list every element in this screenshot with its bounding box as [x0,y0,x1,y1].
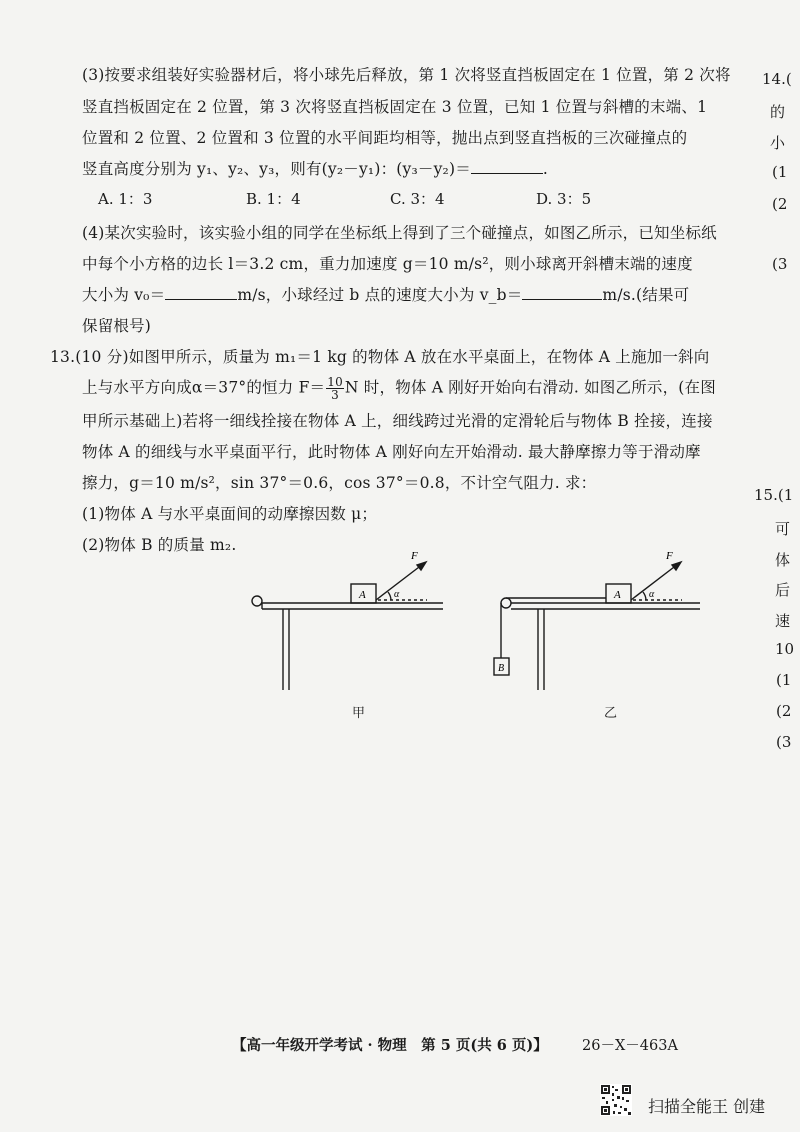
q12-p3-line2: 竖直挡板固定在 2 位置，第 3 次将竖直挡板固定在 3 位置，已知 1 位置与斜槽的末端、1 [82,98,708,116]
q13-sub1: (1)物体 A 与水平桌面间的动摩擦因数 μ； [82,505,378,523]
force-arrow [376,564,423,600]
option-d: D. 3：5 [536,190,592,208]
edge-text: 后 [775,581,791,599]
q13-line2-text-a: 上与水平方向成α＝37°的恒力 F＝ [82,378,326,397]
option-b: B. 1：4 [246,190,301,208]
vb-label: m/s，小球经过 b 点的速度大小为 v_b＝ [237,286,523,304]
edge-text: (2 [772,195,788,213]
block-a-label: A [359,589,366,601]
edge-text: 小 [770,134,786,152]
q12-p3-line1: (3)按要求组装好实验器材后，将小球先后释放，第 1 次将竖直挡板固定在 1 位置，第 2 次将 [82,66,731,84]
option-a: A. 1：3 [98,190,153,208]
angle-arc [388,592,391,600]
q12-p4-line1: (4)某次实验时，该实验小组的同学在坐标纸上得到了三个碰撞点，如图乙所示，已知坐标纸 [82,224,717,242]
q12-p4-line2: 中每个小方格的边长 l＝3.2 cm，重力加速度 g＝10 m/s²，则小球离开斜槽末端的速度 [82,255,693,273]
block-a-label: A [614,589,621,601]
scanner-watermark: 扫描全能王 创建 [648,1097,766,1116]
v0-label: 大小为 v₀＝ [82,286,166,304]
page-footer: 【高一年级开学考试 · 物理 第 5 页(共 6 页)】 [232,1037,548,1054]
force-label: F [666,550,673,562]
q12-p3-line3: 位置和 2 位置、2 位置和 3 位置的水平间距均相等，抛出点到竖直挡板的三次碰撞点的 [82,129,688,147]
angle-label: α [649,589,655,600]
q12-p3-line4-text: 竖直高度分别为 y₁、y₂、y₃，则有(y₂－y₁)：(y₃－y₂)＝ [82,160,471,178]
result-note: m/s.(结果可 [602,286,690,304]
q13-line2 [82,376,716,401]
caption-jia: 甲 [352,706,366,721]
q13-sub2: (2)物体 B 的质量 m₂. [82,536,237,554]
block-b-label: B [498,663,505,674]
edge-text: 速 [775,612,791,630]
edge-text: (2 [776,702,792,720]
edge-text: (1 [772,163,788,181]
edge-text: 14.( [762,70,792,88]
edge-text: 体 [775,551,791,569]
q12-p4-line3 [82,284,689,306]
vb-blank [522,299,602,300]
qr-code-icon [600,1084,632,1116]
q13-line5: 擦力，g＝10 m/s²，sin 37°＝0.6，cos 37°＝0.8，不计空气阻力. 求： [82,474,597,492]
period: . [542,160,549,178]
edge-text: 10 [775,640,795,658]
figure-jia [245,545,465,705]
edge-text: (3 [776,733,792,751]
angle-arc [643,592,646,600]
exam-code: 26－X－463A [582,1038,678,1054]
q12-p3-line4 [82,158,548,180]
force-fraction: $\frac{10}{3}$ [327,375,343,402]
edge-text: (1 [776,671,792,689]
figure-yi [490,545,710,705]
edge-text: 可 [775,520,791,538]
answer-blank [471,173,543,174]
edge-text: (3 [772,255,788,273]
q12-p4-line4: 保留根号) [82,317,152,335]
edge-text: 15.(1 [754,486,794,504]
force-label: F [411,550,418,562]
q13-line1: 13.(10 分)如图甲所示，质量为 m₁＝1 kg 的物体 A 放在水平桌面上，在物体 A 上施加一斜向 [50,348,710,366]
option-c: C. 3：4 [390,190,445,208]
q12-options [98,188,658,210]
v0-blank [165,299,237,300]
edge-text: 的 [770,103,786,121]
angle-label: α [394,589,400,600]
q13-line4: 物体 A 的细线与水平桌面平行，此时物体 A 刚好向左开始滑动. 最大静摩擦力等于滑动摩 [82,443,701,461]
force-arrow [631,564,678,600]
pulley-icon [501,598,511,608]
q13-line2-text-b: N 时，物体 A 刚好开始向右滑动. 如图乙所示，(在图 [344,378,716,397]
q13-line3: 甲所示基础上)若将一细线拴接在物体 A 上，细线跨过光滑的定滑轮后与物体 B 拴接，连接 [82,412,713,430]
pulley-icon [252,596,262,606]
caption-yi: 乙 [604,706,618,721]
